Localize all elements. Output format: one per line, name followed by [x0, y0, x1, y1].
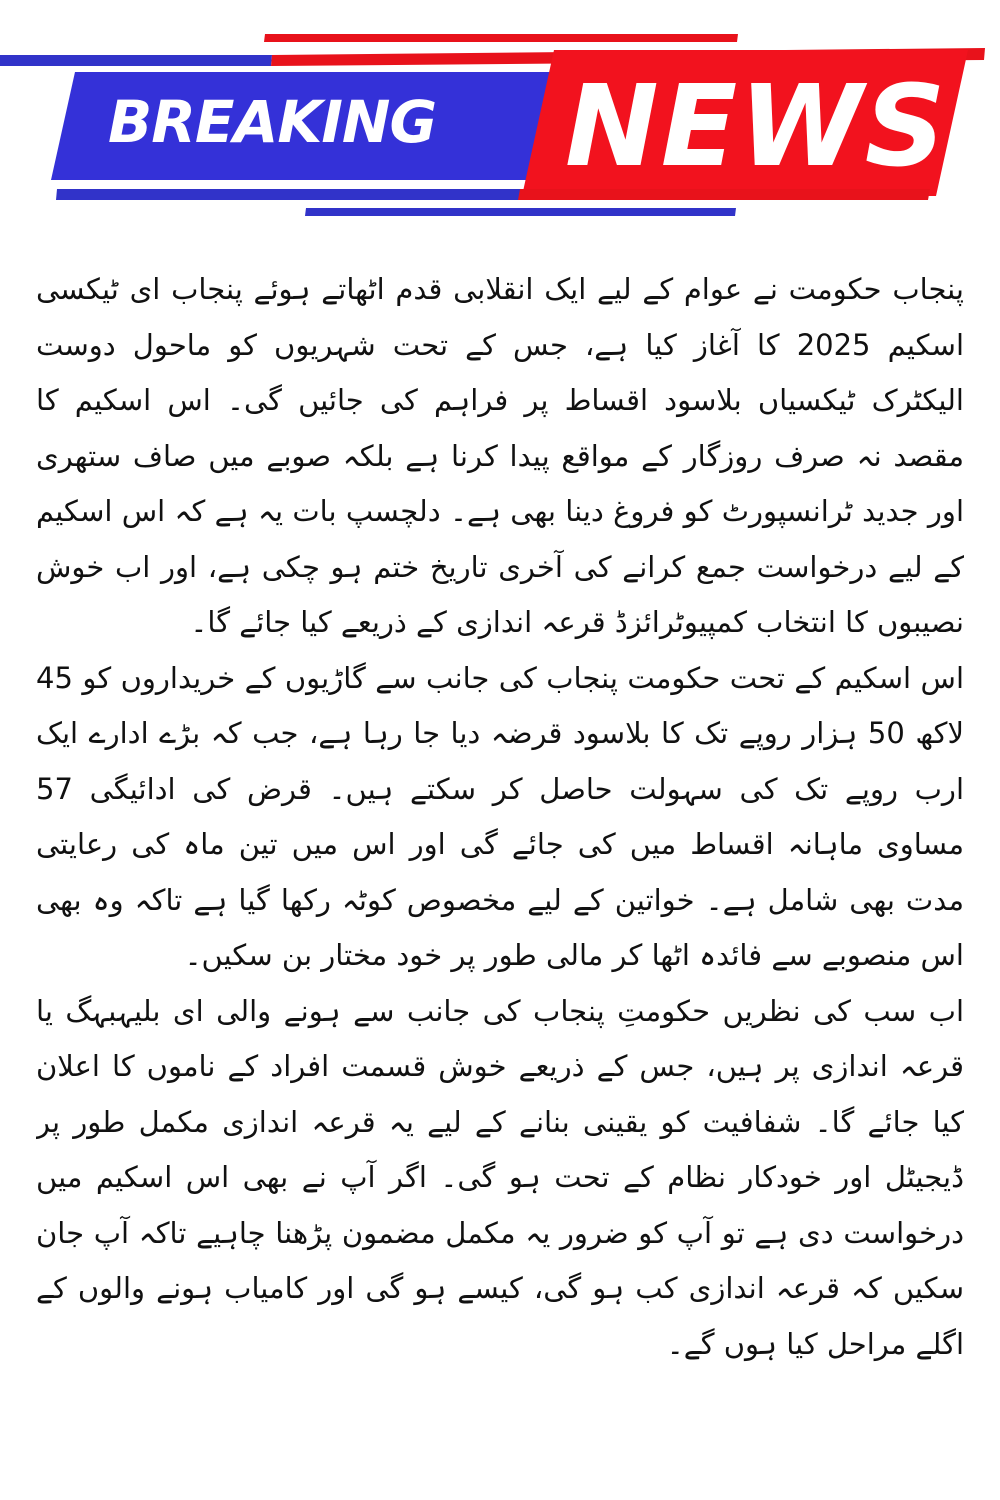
top-blue-line — [0, 55, 272, 66]
top-red-line — [264, 34, 738, 42]
article-paragraph-1: پنجاب حکومت نے عوام کے لیے ایک انقلابی قدم اٹھاتے ہوئے پنجاب ای ٹیکسی اسکیم 2025 کا آغاز کیا ہے، جس کے تحت شہریوں کو ماحول دوست الیکٹرک ٹیکسیاں بلاسود اقساط پر فراہم کی جائیں گی۔ اس اسکیم کا مقصد نہ صرف روزگار کے مواقع پیدا کرنا ہے بلکہ صوبے میں صاف ستھری اور جدید ٹرانسپورٹ کو فروغ دینا بھی ہے۔ دلچسپ بات یہ ہے کہ اس اسکیم کے لیے درخواست جمع کرانے کی آخری تاریخ ختم ہو چکی ہے، اور اب خوش نصیبوں کا انتخاب کمپیوٹرائزڈ قرعہ اندازی کے ذریعے کیا جائے گا۔ — [36, 272, 964, 639]
bottom-blue-line-2 — [305, 208, 736, 216]
breaking-label: BREAKING — [108, 88, 437, 156]
news-label: NEWS — [565, 62, 948, 192]
article-paragraph-2: اس اسکیم کے تحت حکومت پنجاب کی جانب سے گاڑیوں کے خریداروں کو 45 لاکھ 50 ہزار روپے تک کا بلاسود قرضہ دیا جا رہا ہے، جب کہ بڑے ادارے ایک ارب روپے تک کی سہولت حاصل کر سکتے ہیں۔ قرض کی ادائیگی 57 مساوی ماہانہ اقساط میں کی جائے گی اور اس میں تین ماہ کی رعایتی مدت بھی شامل ہے۔ خواتین کے لیے مخصوص کوٹہ رکھا گیا ہے تاکہ وہ بھی اس منصوبے سے فائدہ اٹھا کر مالی طور پر خود مختار بن سکیں۔ — [36, 660, 964, 972]
breaking-news-banner — [0, 0, 1000, 240]
article-paragraph-3: اب سب کی نظریں حکومتِ پنجاب کی جانب سے ہونے والی ای بلیہبہگ یا قرعہ اندازی پر ہیں، جس کے ذریعے خوش قسمت افراد کے ناموں کا اعلان کیا جائے گا۔ شفافیت کو یقینی بنانے کے لیے یہ قرعہ اندازی مکمل طور پر ڈیجیٹل اور خودکار نظام کے تحت ہو گی۔ اگر آپ نے بھی اس اسکیم میں درخواست دی ہے تو آپ کو ضرور یہ مکمل مضمون پڑھنا چاہیے تاکہ آپ جان سکیں کہ قرعہ اندازی کب ہو گی، کیسے ہو گی اور کامیاب ہونے والوں کے اگلے مراحل کیا ہوں گے۔ — [36, 993, 964, 1361]
article-body — [36, 262, 964, 1482]
